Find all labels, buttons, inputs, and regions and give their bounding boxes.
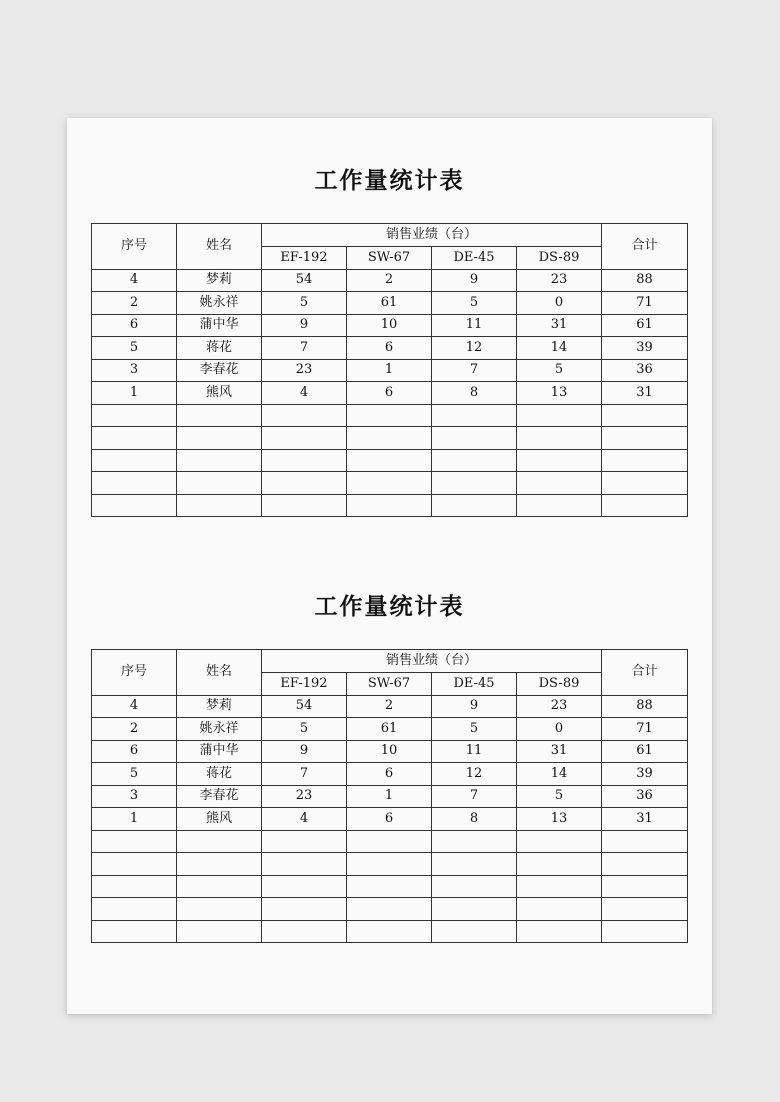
cell-index: 2 <box>92 718 177 741</box>
cell-sales-value: 10 <box>347 740 432 763</box>
empty-cell <box>177 920 262 943</box>
header-index: 序号 <box>92 650 177 696</box>
cell-sales-value: 11 <box>432 740 517 763</box>
table-row <box>92 763 688 786</box>
cell-total: 31 <box>602 808 688 831</box>
cell-name: 蒲中华 <box>177 314 262 337</box>
empty-cell <box>177 853 262 876</box>
empty-cell <box>347 427 432 450</box>
cell-total: 39 <box>602 763 688 786</box>
header-total: 合计 <box>602 650 688 696</box>
cell-sales-value: 61 <box>347 292 432 315</box>
cell-sales-value: 31 <box>517 314 602 337</box>
empty-cell <box>177 472 262 495</box>
empty-cell <box>262 875 347 898</box>
empty-cell <box>517 830 602 853</box>
header-model: EF-192 <box>262 673 347 696</box>
table-row <box>92 382 688 405</box>
table-title: 工作量统计表 <box>314 594 465 620</box>
table-body <box>92 695 688 943</box>
table-row <box>92 359 688 382</box>
empty-cell <box>517 449 602 472</box>
cell-sales-value: 6 <box>347 337 432 360</box>
cell-name: 蒋花 <box>177 763 262 786</box>
cell-total: 36 <box>602 359 688 382</box>
empty-cell <box>432 494 517 517</box>
empty-cell <box>347 920 432 943</box>
empty-cell <box>432 830 517 853</box>
empty-cell <box>177 404 262 427</box>
empty-cell <box>347 494 432 517</box>
empty-cell <box>517 920 602 943</box>
empty-cell <box>92 920 177 943</box>
empty-cell <box>262 898 347 921</box>
empty-cell <box>262 830 347 853</box>
cell-sales-value: 13 <box>517 382 602 405</box>
table-row <box>92 718 688 741</box>
cell-sales-value: 7 <box>432 785 517 808</box>
cell-index: 5 <box>92 763 177 786</box>
empty-cell <box>92 472 177 495</box>
empty-row <box>92 449 688 472</box>
empty-row <box>92 494 688 517</box>
empty-cell <box>602 875 688 898</box>
empty-cell <box>517 875 602 898</box>
empty-cell <box>602 830 688 853</box>
empty-cell <box>177 449 262 472</box>
empty-cell <box>177 427 262 450</box>
empty-cell <box>432 853 517 876</box>
cell-name: 梦莉 <box>177 695 262 718</box>
empty-cell <box>347 898 432 921</box>
empty-cell <box>92 830 177 853</box>
document-page <box>67 118 712 1014</box>
cell-total: 61 <box>602 740 688 763</box>
empty-cell <box>602 427 688 450</box>
cell-index: 6 <box>92 740 177 763</box>
cell-sales-value: 8 <box>432 382 517 405</box>
empty-row <box>92 853 688 876</box>
empty-cell <box>432 920 517 943</box>
cell-sales-value: 9 <box>432 695 517 718</box>
header-index: 序号 <box>92 224 177 270</box>
cell-sales-value: 61 <box>347 718 432 741</box>
cell-sales-value: 12 <box>432 337 517 360</box>
cell-sales-value: 23 <box>262 785 347 808</box>
cell-name: 李春花 <box>177 785 262 808</box>
header-model: DS-89 <box>517 247 602 270</box>
empty-cell <box>347 875 432 898</box>
empty-cell <box>347 449 432 472</box>
cell-sales-value: 0 <box>517 718 602 741</box>
cell-total: 31 <box>602 382 688 405</box>
cell-total: 61 <box>602 314 688 337</box>
cell-index: 3 <box>92 359 177 382</box>
cell-name: 李春花 <box>177 359 262 382</box>
cell-index: 5 <box>92 337 177 360</box>
cell-sales-value: 23 <box>262 359 347 382</box>
cell-sales-value: 54 <box>262 269 347 292</box>
empty-cell <box>92 427 177 450</box>
table-title: 工作量统计表 <box>314 168 465 194</box>
cell-total: 71 <box>602 718 688 741</box>
cell-index: 1 <box>92 382 177 405</box>
cell-sales-value: 6 <box>347 382 432 405</box>
empty-cell <box>517 898 602 921</box>
cell-sales-value: 5 <box>517 359 602 382</box>
cell-sales-value: 11 <box>432 314 517 337</box>
cell-total: 36 <box>602 785 688 808</box>
empty-cell <box>347 472 432 495</box>
header-model: DS-89 <box>517 673 602 696</box>
empty-cell <box>432 449 517 472</box>
cell-sales-value: 14 <box>517 337 602 360</box>
cell-sales-value: 0 <box>517 292 602 315</box>
header-model: EF-192 <box>262 247 347 270</box>
empty-cell <box>177 494 262 517</box>
header-model: SW-67 <box>347 247 432 270</box>
cell-index: 3 <box>92 785 177 808</box>
cell-index: 4 <box>92 269 177 292</box>
cell-sales-value: 1 <box>347 785 432 808</box>
cell-name: 蒋花 <box>177 337 262 360</box>
cell-sales-value: 4 <box>262 808 347 831</box>
empty-cell <box>517 853 602 876</box>
cell-sales-value: 8 <box>432 808 517 831</box>
empty-cell <box>432 472 517 495</box>
empty-cell <box>262 404 347 427</box>
table-row <box>92 292 688 315</box>
cell-index: 4 <box>92 695 177 718</box>
header-name: 姓名 <box>177 224 262 270</box>
empty-row <box>92 472 688 495</box>
cell-sales-value: 9 <box>262 740 347 763</box>
empty-cell <box>432 875 517 898</box>
cell-name: 姚永祥 <box>177 292 262 315</box>
cell-name: 梦莉 <box>177 269 262 292</box>
empty-row <box>92 898 688 921</box>
cell-sales-value: 54 <box>262 695 347 718</box>
empty-cell <box>432 404 517 427</box>
cell-sales-value: 7 <box>262 763 347 786</box>
empty-row <box>92 404 688 427</box>
cell-sales-value: 6 <box>347 808 432 831</box>
cell-sales-value: 7 <box>262 337 347 360</box>
cell-total: 71 <box>602 292 688 315</box>
empty-cell <box>177 830 262 853</box>
cell-total: 88 <box>602 695 688 718</box>
empty-cell <box>92 404 177 427</box>
cell-sales-value: 6 <box>347 763 432 786</box>
empty-cell <box>602 920 688 943</box>
header-sales-group: 销售业绩（台） <box>262 224 602 247</box>
cell-name: 熊风 <box>177 808 262 831</box>
table-row <box>92 740 688 763</box>
table-row <box>92 269 688 292</box>
table-body <box>92 269 688 517</box>
empty-cell <box>602 472 688 495</box>
header-row <box>92 650 688 673</box>
empty-cell <box>602 853 688 876</box>
header-total: 合计 <box>602 224 688 270</box>
cell-index: 6 <box>92 314 177 337</box>
cell-sales-value: 14 <box>517 763 602 786</box>
empty-cell <box>432 898 517 921</box>
cell-sales-value: 13 <box>517 808 602 831</box>
empty-cell <box>602 494 688 517</box>
cell-sales-value: 5 <box>432 292 517 315</box>
cell-sales-value: 23 <box>517 269 602 292</box>
cell-name: 蒲中华 <box>177 740 262 763</box>
empty-row <box>92 920 688 943</box>
empty-cell <box>517 472 602 495</box>
empty-cell <box>602 898 688 921</box>
cell-total: 39 <box>602 337 688 360</box>
empty-cell <box>92 449 177 472</box>
cell-name: 熊风 <box>177 382 262 405</box>
cell-sales-value: 5 <box>432 718 517 741</box>
empty-row <box>92 427 688 450</box>
empty-cell <box>262 427 347 450</box>
empty-cell <box>262 920 347 943</box>
cell-sales-value: 2 <box>347 269 432 292</box>
empty-cell <box>92 494 177 517</box>
header-name: 姓名 <box>177 650 262 696</box>
cell-sales-value: 5 <box>262 718 347 741</box>
empty-cell <box>262 449 347 472</box>
cell-sales-value: 9 <box>262 314 347 337</box>
empty-cell <box>177 898 262 921</box>
workload-table <box>91 649 688 943</box>
table-row <box>92 808 688 831</box>
table-row <box>92 337 688 360</box>
empty-cell <box>602 404 688 427</box>
empty-cell <box>347 404 432 427</box>
empty-cell <box>602 449 688 472</box>
header-row <box>92 224 688 247</box>
cell-sales-value: 5 <box>517 785 602 808</box>
cell-sales-value: 12 <box>432 763 517 786</box>
cell-sales-value: 23 <box>517 695 602 718</box>
empty-cell <box>177 875 262 898</box>
cell-name: 姚永祥 <box>177 718 262 741</box>
cell-sales-value: 10 <box>347 314 432 337</box>
header-model: DE-45 <box>432 247 517 270</box>
table-row <box>92 695 688 718</box>
cell-index: 2 <box>92 292 177 315</box>
empty-cell <box>517 494 602 517</box>
cell-sales-value: 5 <box>262 292 347 315</box>
cell-sales-value: 31 <box>517 740 602 763</box>
header-model: SW-67 <box>347 673 432 696</box>
empty-cell <box>262 494 347 517</box>
empty-cell <box>432 427 517 450</box>
cell-sales-value: 9 <box>432 269 517 292</box>
empty-cell <box>517 404 602 427</box>
statistics-section-1 <box>67 166 712 400</box>
table-row <box>92 314 688 337</box>
empty-row <box>92 875 688 898</box>
empty-cell <box>262 472 347 495</box>
empty-cell <box>347 853 432 876</box>
empty-cell <box>262 853 347 876</box>
cell-sales-value: 4 <box>262 382 347 405</box>
empty-row <box>92 830 688 853</box>
cell-sales-value: 7 <box>432 359 517 382</box>
cell-sales-value: 1 <box>347 359 432 382</box>
empty-cell <box>517 427 602 450</box>
empty-cell <box>92 853 177 876</box>
workload-table <box>91 223 688 517</box>
cell-index: 1 <box>92 808 177 831</box>
cell-sales-value: 2 <box>347 695 432 718</box>
empty-cell <box>92 898 177 921</box>
cell-total: 88 <box>602 269 688 292</box>
empty-cell <box>92 875 177 898</box>
table-row <box>92 785 688 808</box>
header-model: DE-45 <box>432 673 517 696</box>
empty-cell <box>347 830 432 853</box>
statistics-section-2 <box>67 592 712 826</box>
header-sales-group: 销售业绩（台） <box>262 650 602 673</box>
